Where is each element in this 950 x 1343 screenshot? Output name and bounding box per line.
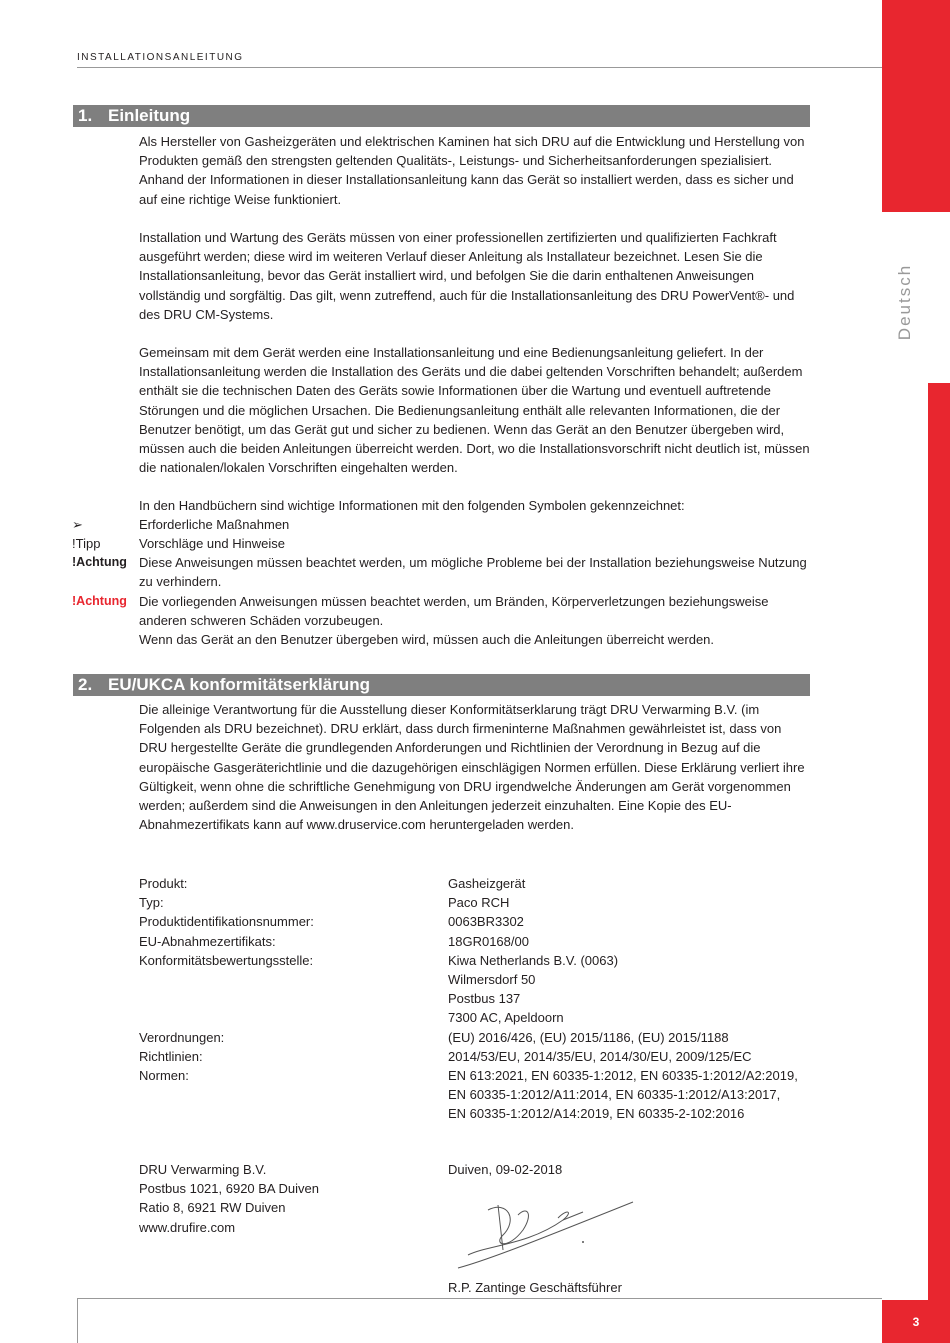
footer-frame (77, 1298, 882, 1343)
section-heading-konformitaet (73, 674, 810, 696)
detail-value: 2014/53/EU, 2014/35/EU, 2014/30/EU, 2009/125/EC (448, 1048, 752, 1064)
detail-key: Richtlinien: (139, 1048, 203, 1064)
declaration-details (139, 874, 810, 1124)
company-website: www.drufire.com (139, 1219, 236, 1235)
section-title: Einleitung (108, 106, 191, 125)
paragraph: Installation und Wartung des Geräts müssen von einer professionellen zertifizierten und qualifizierten Fachkraft ausgeführt werden; diese wird im weiteren Verlauf dieser Anleitung als Installateur bezeichnet. Lesen Sie die Installationsanleitung, bevor das Gerät installiert wird, und befolgen Sie die darin enthaltenen Anweisungen vollständig und sorgfältig. Das gilt, wenn zutreffend, auch für die Installationsanleitung des DRU PowerVent®- und des DRU CM-Systems. (139, 230, 795, 322)
signatory: R.P. Zantinge Geschäftsführer (448, 1280, 622, 1295)
detail-value: EN 60335-1:2012/A14:2019, EN 60335-2-102:2016 (448, 1106, 745, 1122)
detail-key: EU-Abnahmezertifikats: (139, 933, 276, 949)
detail-key: Normen: (139, 1068, 189, 1083)
section-heading-einleitung (73, 105, 810, 127)
detail-value: 7300 AC, Apeldoorn (448, 1010, 564, 1026)
detail-value: 0063BR3302 (448, 914, 524, 930)
paragraph: Gemeinsam mit dem Gerät werden eine Installationsanleitung und eine Bedienungsanleitung geliefert. In der Installationsanleitung werden die Installation des Geräts und die dabei geltenden Vorschriften behandelt; außerdem enthält sie die technischen Daten des Geräts sowie Informationen über die Wartung und eventuell auftretende Störungen und die möglichen Ursachen. Die Bedienungsanleitung enthält alle relevanten Informationen, die der Benutzer benötigt, um das Gerät gut und sicher zu bedienen. Wenn das Gerät an den Benutzer übergeben wird, müssen auch die beiden Anleitungen überreicht werden. Dort, wo die Installationsvorschrift nicht deutlich ist, müssen die nationalen/lokalen Vorschriften eingehalten werden. (139, 345, 810, 476)
company-line: Ratio 8, 6921 RW Duiven (139, 1200, 286, 1216)
detail-value: Gasheizgerät (448, 876, 526, 891)
detail-key: Produktidentifikationsnummer: (139, 914, 314, 930)
detail-key: Verordnungen: (139, 1029, 225, 1045)
page-number: 3 (882, 1300, 950, 1343)
signature-image (448, 1190, 638, 1275)
detail-value: Wilmersdorf 50 (448, 972, 536, 987)
symbol-description: Diese Anweisungen müssen beachtet werden, um mögliche Probleme bei der Installation beziehungsweise Nutzung zu verhindern. (139, 555, 807, 590)
detail-value: EN 60335-1:2012/A11:2014, EN 60335-1:2012/A13:2017, (448, 1087, 781, 1103)
symbol-description: Die vorliegenden Anweisungen müssen beachtet werden, um Bränden, Körperverletzungen beziehungsweise anderen schweren Schäden vorzubeugen. (139, 594, 769, 629)
red-tab-top (882, 0, 950, 212)
detail-value: Postbus 137 (448, 991, 521, 1007)
place-date: Duiven, 09-02-2018 (448, 1162, 563, 1177)
symbol-description: Erforderliche Maßnahmen (139, 517, 290, 532)
language-label: Deutsch (895, 263, 914, 341)
tip-symbol: !Tipp (72, 536, 101, 551)
warning-symbol: !Achtung (72, 594, 127, 608)
detail-value: Paco RCH (448, 895, 510, 911)
section-number: 2. (78, 675, 93, 694)
paragraph: Die alleinige Verantwortung für die Ausstellung dieser Konformitätserklarung trägt DRU Verwarming B.V. (im Folgenden als DRU bezeichnet). DRU erklärt, dass durch firmeninterne Maßnahmen gewährleistet ist, dass von DRU hergestellte Geräte die grundlegenden Anforderungen und Richtlinien der Verordnung in Bezug auf die europäische Gasgeräterichtlinie und die dazugehörigen einschlägigen Normen erfüllen. Diese Erklärung verliert ihre Gültigkeit, wenn ohne die schriftliche Genehmigung von DRU irgendwelche Änderungen am Gerät vorgenommen werden; außerdem sind die Anweisungen in den Anleitungen jederzeit einzuhalten. Eine Kopie des EU-Abnahmezertifikats kann auf www.druservice.com heruntergeladen werden. (139, 702, 805, 833)
symbol-description: Vorschläge und Hinweise (139, 536, 285, 551)
detail-key: Typ: (139, 895, 164, 911)
detail-value: EN 613:2021, EN 60335-1:2012, EN 60335-1:2012/A2:2019, (448, 1068, 798, 1083)
caution-symbol: !Achtung (72, 555, 127, 569)
section-number: 1. (78, 106, 93, 125)
header-rule (77, 67, 882, 68)
company-line: Postbus 1021, 6920 BA Duiven (139, 1181, 319, 1197)
detail-value: 18GR0168/00 (448, 933, 529, 949)
detail-value: (EU) 2016/426, (EU) 2015/1186, (EU) 2015/1188 (448, 1029, 729, 1045)
detail-value: Kiwa Netherlands B.V. (0063) (448, 952, 619, 968)
arrow-icon: ➢ (72, 517, 83, 532)
detail-key: Produkt: (139, 876, 188, 891)
closing-note: Wenn das Gerät an den Benutzer übergeben wird, müssen auch die Anleitungen überreicht werden. (139, 632, 715, 647)
red-tab-bottom (928, 383, 950, 1300)
section-title: EU/UKCA konformitätserklärung (108, 675, 370, 694)
paragraph: In den Handbüchern sind wichtige Informationen mit den folgenden Symbolen gekennzeichnet: (139, 498, 685, 513)
company-line: DRU Verwarming B.V. (139, 1162, 267, 1177)
detail-key: Konformitätsbewertungsstelle: (139, 952, 314, 968)
company-address (139, 1160, 439, 1237)
paragraph: Als Hersteller von Gasheizgeräten und elektrischen Kaminen hat sich DRU auf die Entwicklung und Herstellung von Produkten gemäß den strengsten geltenden Qualitäts-, Leistungs- und Sicherheitsanforderungen spezialisiert. Anhand der Informationen in dieser Installationsanleitung kann das Gerät so installiert werden, dass es sicher und auf eine richtige Weise funktioniert. (139, 134, 805, 207)
header-label: INSTALLATIONSANLEITUNG (77, 52, 244, 63)
